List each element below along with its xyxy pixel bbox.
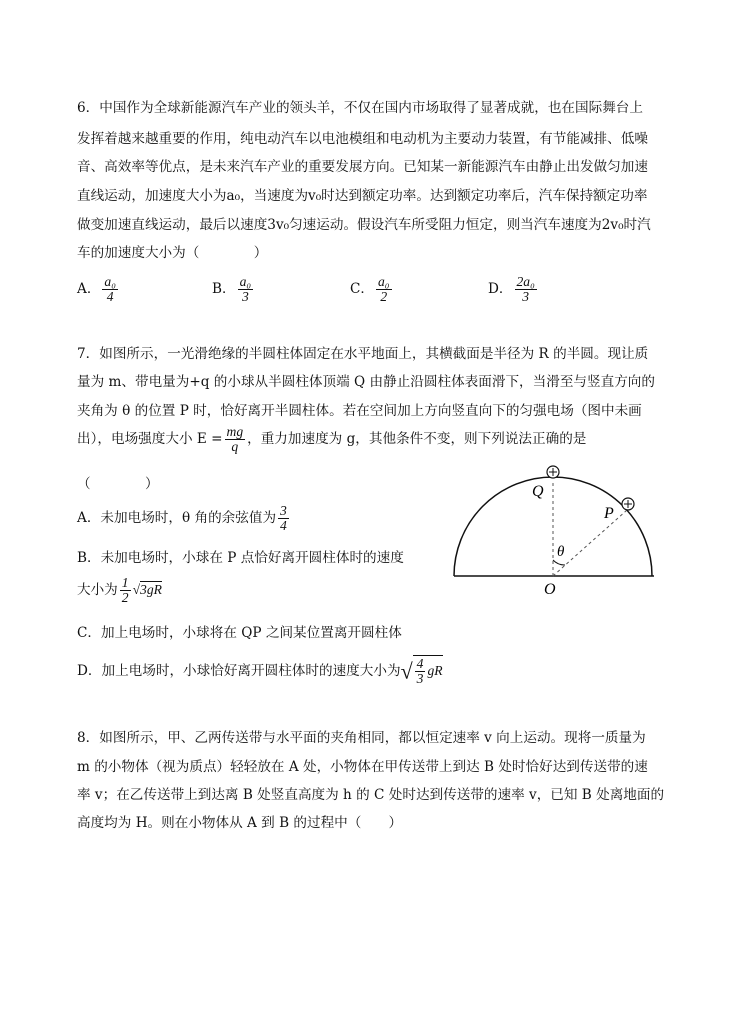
- q7-line-4: [77, 425, 586, 454]
- option-label: A．: [77, 281, 101, 297]
- text: ，重力加速度为 g，其他条件不变，则下列说法正确的是: [247, 431, 587, 447]
- q7-answer-paren: （ ）: [77, 476, 159, 492]
- q6-option-d: [488, 275, 539, 304]
- text: D．加上电场时，小球恰好离开圆柱体时的速度大小为: [77, 663, 401, 679]
- option-fraction: $\frac{\text{a₀}}{3}$: [239, 274, 252, 304]
- label-o: O: [544, 581, 556, 598]
- q6-line-5: 做变加速直线运动，最后以速度3v₀匀速运动。假设汽车所受阻力恒定，则当汽车速度为2v₀时汽: [77, 217, 651, 233]
- q7-line-1: 7．如图所示，一光滑绝缘的半圆柱体固定在水平地面上，其横截面是半径为 R 的半圆。现让质: [77, 346, 649, 362]
- q8-line-3: 率 v；在乙传送带上到达离 B 处竖直高度为 h 的 C 处时达到传送带的速率 v，已知 B 处离地面的: [77, 787, 665, 803]
- sqrt-content: 3gR: [140, 582, 162, 597]
- q7-option-a: [77, 504, 291, 533]
- q7-option-b-line-1: B．未加电场时，小球在 P 点恰好离开圆柱体时的速度: [77, 550, 404, 566]
- option-fraction: $\frac{4}{3}$: [416, 656, 424, 686]
- ball-p: [622, 498, 634, 510]
- q7-line-2: 量为 m、带电量为+q 的小球从半圆柱体顶端 Q 由静止沿圆柱体表面滑下，当滑至与竖直方向的: [77, 374, 655, 390]
- sqrt-content: $\frac{4}{3}$ gR: [413, 655, 443, 686]
- q6-line-6: 车的加速度大小为（ ）: [77, 245, 268, 261]
- q6-option-b: [212, 275, 255, 304]
- option-label: C．: [350, 281, 374, 297]
- radius-op: [553, 510, 627, 576]
- text: 出），电场强度大小 E =: [77, 431, 223, 447]
- q6-line-4: 直线运动，加速度大小为a₀，当速度为v₀时达到额定功率。达到额定功率后，汽车保持额定功率: [77, 188, 648, 204]
- label-p: P: [604, 505, 614, 522]
- text: A．未加电场时，θ 角的余弦值为: [77, 510, 277, 526]
- sqrt-sign: √: [400, 658, 413, 684]
- theta-arc: [553, 560, 565, 565]
- q6-option-a: [77, 275, 120, 304]
- q7-option-d: [77, 655, 443, 686]
- semicircle-diagram: [446, 460, 666, 600]
- option-fraction: $\frac{\text{2a₀}}{3}$: [516, 274, 535, 304]
- q6-line-2: 发挥着越来越重要的作用，纯电动汽车以电池模组和电动机为主要动力装置，有节能减排、低噪: [77, 131, 648, 147]
- option-fraction: $\frac{1}{2}$: [121, 575, 129, 605]
- q8-line-4: 高度均为 H。则在小物体从 A 到 B 的过程中（ ）: [77, 815, 403, 831]
- option-label: D．: [488, 281, 513, 297]
- label-q: Q: [532, 483, 544, 500]
- q8-line-2: m 的小物体（视为质点）轻轻放在 A 处，小物体在甲传送带上到达 B 处时恰好达到传送带的速: [77, 759, 648, 775]
- sqrt-sign: √: [132, 582, 141, 597]
- q7-line-3: 夹角为 θ 的位置 P 时，恰好离开半圆柱体。若在空间加上方向竖直向下的匀强电场（图中未画: [77, 403, 642, 419]
- q6-option-c: [350, 275, 394, 304]
- text: 大小为: [77, 582, 118, 598]
- option-fraction: $\frac{\text{a₀}}{4}$: [104, 274, 116, 304]
- option-fraction: $\frac{\text{a₀}}{2}$: [378, 274, 390, 304]
- q7-option-b-line-2: [77, 576, 162, 605]
- q6-line-1: 6．中国作为全球新能源汽车产业的领头羊，不仅在国内市场取得了显著成就，也在国际舞台上: [77, 100, 643, 116]
- option-fraction: $\frac{3}{4}$: [280, 503, 287, 533]
- option-label: B．: [212, 281, 236, 297]
- q7-option-c: C．加上电场时，小球将在 QP 之间某位置离开圆柱体: [77, 625, 402, 641]
- q8-line-1: 8．如图所示，甲、乙两传送带与水平面的夹角相同，都以恒定速率 v 向上运动。现将一质量为: [77, 730, 646, 746]
- q6-line-3: 音、高效率等优点，是未来汽车产业的重要发展方向。已知某一新能源汽车由静止出发做匀加速: [77, 159, 648, 175]
- label-theta: θ: [557, 544, 565, 560]
- field-fraction: $\frac{mg}{q}$: [226, 424, 244, 454]
- ball-q: [547, 466, 559, 478]
